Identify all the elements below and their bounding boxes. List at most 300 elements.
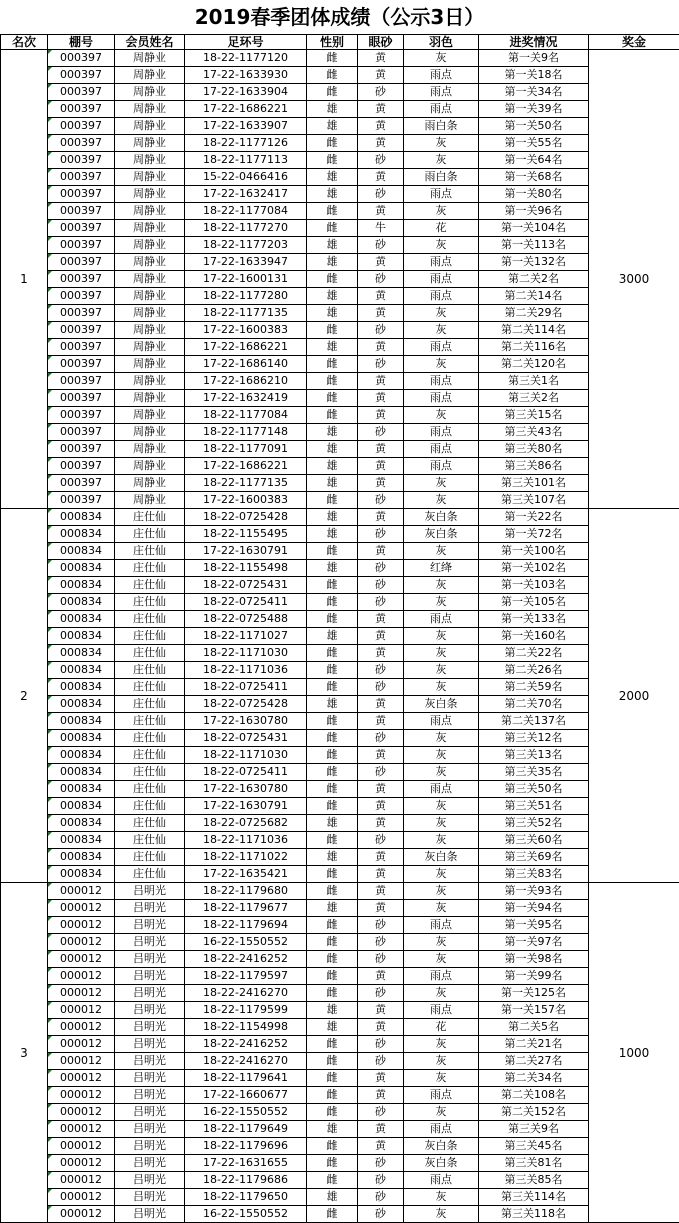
sex-cell: 雌 (307, 203, 358, 220)
member-name-cell: 庄仕仙 (115, 832, 185, 849)
sex-cell: 雄 (307, 169, 358, 186)
table-row (1, 186, 679, 203)
feather-color-cell: 灰 (404, 1206, 479, 1223)
feather-color-cell: 雨点 (404, 288, 479, 305)
award-status-cell: 第一关96名 (479, 203, 589, 220)
ring-number-cell: 16-22-1550552 (185, 1206, 307, 1223)
ring-number-cell: 18-22-1177203 (185, 237, 307, 254)
award-status-cell: 第二关70名 (479, 696, 589, 713)
member-name-cell: 吕明光 (115, 1002, 185, 1019)
ring-number-cell: 18-22-1154998 (185, 1019, 307, 1036)
sex-cell: 雌 (307, 152, 358, 169)
feather-color-cell: 雨点 (404, 67, 479, 84)
loft-number-cell: 000012 (48, 1053, 115, 1070)
award-status-cell: 第二关116名 (479, 339, 589, 356)
table-row (1, 917, 679, 934)
feather-color-cell: 灰 (404, 1070, 479, 1087)
member-name-cell: 周静业 (115, 373, 185, 390)
member-name-cell: 庄仕仙 (115, 560, 185, 577)
table-row (1, 458, 679, 475)
feather-color-cell: 雨点 (404, 373, 479, 390)
eye-sand-cell: 砂 (358, 237, 404, 254)
feather-color-cell: 雨点 (404, 1172, 479, 1189)
sex-cell: 雌 (307, 1138, 358, 1155)
sex-cell: 雄 (307, 1121, 358, 1138)
eye-sand-cell: 砂 (358, 492, 404, 509)
feather-color-cell: 雨白条 (404, 169, 479, 186)
feather-color-cell: 灰 (404, 1189, 479, 1206)
eye-sand-cell: 砂 (358, 84, 404, 101)
table-row (1, 67, 679, 84)
loft-number-cell: 000834 (48, 798, 115, 815)
feather-color-cell: 花 (404, 1019, 479, 1036)
loft-number-cell: 000834 (48, 781, 115, 798)
member-name-cell: 庄仕仙 (115, 781, 185, 798)
award-status-cell: 第三关13名 (479, 747, 589, 764)
sex-cell: 雌 (307, 1206, 358, 1223)
ring-number-cell: 18-22-1177091 (185, 441, 307, 458)
ring-number-cell: 18-22-1177135 (185, 305, 307, 322)
table-row (1, 441, 679, 458)
member-name-cell: 吕明光 (115, 1138, 185, 1155)
table-row (1, 1002, 679, 1019)
loft-number-cell: 000834 (48, 628, 115, 645)
feather-color-cell: 灰 (404, 679, 479, 696)
table-row (1, 968, 679, 985)
sex-cell: 雄 (307, 458, 358, 475)
eye-sand-cell: 黄 (358, 373, 404, 390)
loft-number-cell: 000397 (48, 237, 115, 254)
table-row (1, 1121, 679, 1138)
ring-number-cell: 17-22-1686210 (185, 373, 307, 390)
sex-cell: 雄 (307, 254, 358, 271)
table-row (1, 305, 679, 322)
table-row (1, 509, 679, 526)
eye-sand-cell: 黄 (358, 305, 404, 322)
feather-color-cell: 花 (404, 220, 479, 237)
ring-number-cell: 17-22-1633947 (185, 254, 307, 271)
sex-cell: 雌 (307, 764, 358, 781)
award-status-cell: 第二关27名 (479, 1053, 589, 1070)
loft-number-cell: 000397 (48, 288, 115, 305)
sex-cell: 雌 (307, 356, 358, 373)
loft-number-cell: 000397 (48, 356, 115, 373)
award-status-cell: 第一关68名 (479, 169, 589, 186)
eye-sand-cell: 砂 (358, 1053, 404, 1070)
table-row (1, 1206, 679, 1223)
loft-number-cell: 000834 (48, 815, 115, 832)
award-status-cell: 第二关21名 (479, 1036, 589, 1053)
member-name-cell: 庄仕仙 (115, 611, 185, 628)
loft-number-cell: 000012 (48, 1019, 115, 1036)
award-status-cell: 第三关114名 (479, 1189, 589, 1206)
eye-sand-cell: 黄 (358, 1121, 404, 1138)
eye-sand-cell: 黄 (358, 968, 404, 985)
sex-cell: 雌 (307, 866, 358, 883)
eye-sand-cell: 砂 (358, 1172, 404, 1189)
eye-sand-cell: 砂 (358, 577, 404, 594)
eye-sand-cell: 黄 (358, 1138, 404, 1155)
feather-color-cell: 灰白条 (404, 696, 479, 713)
award-status-cell: 第二关114名 (479, 322, 589, 339)
feather-color-cell: 灰 (404, 883, 479, 900)
feather-color-cell: 灰 (404, 730, 479, 747)
feather-color-cell: 灰 (404, 985, 479, 1002)
ring-number-cell: 18-22-1179686 (185, 1172, 307, 1189)
ring-number-cell: 17-22-1635421 (185, 866, 307, 883)
member-name-cell: 庄仕仙 (115, 645, 185, 662)
sex-cell: 雄 (307, 628, 358, 645)
table-row (1, 713, 679, 730)
loft-number-cell: 000012 (48, 951, 115, 968)
ring-number-cell: 18-22-1177148 (185, 424, 307, 441)
ring-number-cell: 17-22-1630791 (185, 543, 307, 560)
sex-cell: 雌 (307, 798, 358, 815)
eye-sand-cell: 砂 (358, 1189, 404, 1206)
feather-color-cell: 灰 (404, 1053, 479, 1070)
table-row (1, 832, 679, 849)
ring-number-cell: 18-22-1171036 (185, 832, 307, 849)
award-status-cell: 第三关12名 (479, 730, 589, 747)
member-name-cell: 周静业 (115, 118, 185, 135)
header-rank: 名次 (1, 35, 48, 50)
award-status-cell: 第一关72名 (479, 526, 589, 543)
eye-sand-cell: 黄 (358, 101, 404, 118)
ring-number-cell: 18-22-0725682 (185, 815, 307, 832)
sex-cell: 雌 (307, 84, 358, 101)
loft-number-cell: 000397 (48, 135, 115, 152)
feather-color-cell: 灰白条 (404, 849, 479, 866)
sex-cell: 雄 (307, 475, 358, 492)
table-row (1, 356, 679, 373)
ring-number-cell: 17-22-1600383 (185, 322, 307, 339)
award-status-cell: 第一关94名 (479, 900, 589, 917)
ring-number-cell: 18-22-2416270 (185, 1053, 307, 1070)
feather-color-cell: 雨点 (404, 458, 479, 475)
sex-cell: 雄 (307, 424, 358, 441)
sex-cell: 雌 (307, 1172, 358, 1189)
ring-number-cell: 17-22-1631655 (185, 1155, 307, 1172)
ring-number-cell: 15-22-0466416 (185, 169, 307, 186)
member-name-cell: 周静业 (115, 50, 185, 67)
feather-color-cell: 灰 (404, 1036, 479, 1053)
award-status-cell: 第一关105名 (479, 594, 589, 611)
eye-sand-cell: 砂 (358, 1155, 404, 1172)
award-status-cell: 第二关14名 (479, 288, 589, 305)
sex-cell: 雄 (307, 560, 358, 577)
feather-color-cell: 灰 (404, 764, 479, 781)
feather-color-cell: 灰 (404, 951, 479, 968)
member-name-cell: 庄仕仙 (115, 849, 185, 866)
ring-number-cell: 18-22-0725411 (185, 764, 307, 781)
award-status-cell: 第二关2名 (479, 271, 589, 288)
award-status-cell: 第一关102名 (479, 560, 589, 577)
table-row (1, 1087, 679, 1104)
award-status-cell: 第三关107名 (479, 492, 589, 509)
loft-number-cell: 000012 (48, 1121, 115, 1138)
loft-number-cell: 000397 (48, 203, 115, 220)
loft-number-cell: 000397 (48, 458, 115, 475)
feather-color-cell: 灰 (404, 832, 479, 849)
table-row (1, 934, 679, 951)
sex-cell: 雄 (307, 815, 358, 832)
member-name-cell: 周静业 (115, 492, 185, 509)
sex-cell: 雌 (307, 271, 358, 288)
sex-cell: 雌 (307, 135, 358, 152)
ring-number-cell: 18-22-1177084 (185, 407, 307, 424)
sex-cell: 雌 (307, 1155, 358, 1172)
table-row (1, 781, 679, 798)
feather-color-cell: 灰 (404, 407, 479, 424)
award-status-cell: 第一关113名 (479, 237, 589, 254)
sex-cell: 雌 (307, 934, 358, 951)
feather-color-cell: 灰 (404, 815, 479, 832)
table-row (1, 815, 679, 832)
member-name-cell: 吕明光 (115, 883, 185, 900)
feather-color-cell: 灰 (404, 322, 479, 339)
loft-number-cell: 000834 (48, 526, 115, 543)
member-name-cell: 周静业 (115, 339, 185, 356)
sex-cell: 雌 (307, 713, 358, 730)
eye-sand-cell: 砂 (358, 832, 404, 849)
feather-color-cell: 雨点 (404, 1121, 479, 1138)
feather-color-cell: 雨点 (404, 186, 479, 203)
ring-number-cell: 18-22-2416252 (185, 951, 307, 968)
ring-number-cell: 18-22-0725431 (185, 730, 307, 747)
feather-color-cell: 红绛 (404, 560, 479, 577)
eye-sand-cell: 黄 (358, 67, 404, 84)
feather-color-cell: 雨点 (404, 781, 479, 798)
page-title: 2019春季团体成绩（公示3日） (194, 5, 485, 29)
feather-color-cell: 灰 (404, 543, 479, 560)
sex-cell: 雌 (307, 917, 358, 934)
table-row (1, 679, 679, 696)
eye-sand-cell: 黄 (358, 203, 404, 220)
sex-cell: 雄 (307, 526, 358, 543)
table-row (1, 1070, 679, 1087)
feather-color-cell: 灰 (404, 492, 479, 509)
table-row (1, 611, 679, 628)
ring-number-cell: 18-22-1171030 (185, 747, 307, 764)
eye-sand-cell: 黄 (358, 900, 404, 917)
loft-number-cell: 000397 (48, 492, 115, 509)
eye-sand-cell: 砂 (358, 1104, 404, 1121)
member-name-cell: 吕明光 (115, 934, 185, 951)
feather-color-cell: 灰 (404, 747, 479, 764)
sex-cell: 雌 (307, 781, 358, 798)
table-row (1, 1172, 679, 1189)
award-status-cell: 第三关118名 (479, 1206, 589, 1223)
loft-number-cell: 000397 (48, 322, 115, 339)
sex-cell: 雄 (307, 1019, 358, 1036)
table-row (1, 849, 679, 866)
header-row (1, 35, 679, 50)
ring-number-cell: 18-22-1155498 (185, 560, 307, 577)
ring-number-cell: 18-22-1179677 (185, 900, 307, 917)
member-name-cell: 周静业 (115, 203, 185, 220)
loft-number-cell: 000012 (48, 1087, 115, 1104)
award-status-cell: 第三关86名 (479, 458, 589, 475)
loft-number-cell: 000397 (48, 67, 115, 84)
feather-color-cell: 雨点 (404, 1002, 479, 1019)
feather-color-cell: 灰 (404, 475, 479, 492)
loft-number-cell: 000397 (48, 118, 115, 135)
eye-sand-cell: 砂 (358, 951, 404, 968)
award-status-cell: 第一关9名 (479, 50, 589, 67)
loft-number-cell: 000834 (48, 577, 115, 594)
loft-number-cell: 000012 (48, 1138, 115, 1155)
eye-sand-cell: 黄 (358, 713, 404, 730)
feather-color-cell: 雨点 (404, 101, 479, 118)
ring-number-cell: 17-22-1600383 (185, 492, 307, 509)
table-row (1, 951, 679, 968)
eye-sand-cell: 黄 (358, 611, 404, 628)
loft-number-cell: 000012 (48, 1036, 115, 1053)
member-name-cell: 庄仕仙 (115, 509, 185, 526)
table-row (1, 883, 679, 900)
eye-sand-cell: 黄 (358, 390, 404, 407)
sex-cell: 雌 (307, 594, 358, 611)
member-name-cell: 吕明光 (115, 1019, 185, 1036)
member-name-cell: 周静业 (115, 475, 185, 492)
feather-color-cell: 雨点 (404, 84, 479, 101)
feather-color-cell: 灰 (404, 645, 479, 662)
table-row (1, 1036, 679, 1053)
loft-number-cell: 000834 (48, 696, 115, 713)
header-loft-number: 棚号 (48, 35, 115, 50)
ring-number-cell: 17-22-1686221 (185, 101, 307, 118)
sex-cell: 雄 (307, 237, 358, 254)
award-status-cell: 第三关50名 (479, 781, 589, 798)
table-row (1, 662, 679, 679)
member-name-cell: 庄仕仙 (115, 764, 185, 781)
eye-sand-cell: 黄 (358, 628, 404, 645)
member-name-cell: 吕明光 (115, 951, 185, 968)
ring-number-cell: 18-22-1177126 (185, 135, 307, 152)
ring-number-cell: 17-22-1633904 (185, 84, 307, 101)
ring-number-cell: 18-22-1171030 (185, 645, 307, 662)
table-row (1, 560, 679, 577)
loft-number-cell: 000397 (48, 475, 115, 492)
sex-cell: 雄 (307, 339, 358, 356)
award-status-cell: 第一关55名 (479, 135, 589, 152)
feather-color-cell: 灰 (404, 934, 479, 951)
table-row (1, 1053, 679, 1070)
table-row (1, 492, 679, 509)
member-name-cell: 周静业 (115, 152, 185, 169)
ring-number-cell: 18-22-0725428 (185, 509, 307, 526)
loft-number-cell: 000397 (48, 441, 115, 458)
member-name-cell: 吕明光 (115, 1155, 185, 1172)
loft-number-cell: 000012 (48, 968, 115, 985)
ring-number-cell: 17-22-1686140 (185, 356, 307, 373)
award-status-cell: 第二关26名 (479, 662, 589, 679)
sex-cell: 雄 (307, 101, 358, 118)
ring-number-cell: 18-22-1179597 (185, 968, 307, 985)
sex-cell: 雌 (307, 730, 358, 747)
ring-number-cell: 18-22-0725411 (185, 594, 307, 611)
table-row (1, 747, 679, 764)
award-status-cell: 第三关80名 (479, 441, 589, 458)
feather-color-cell: 灰 (404, 798, 479, 815)
eye-sand-cell: 黄 (358, 288, 404, 305)
loft-number-cell: 000834 (48, 832, 115, 849)
loft-number-cell: 000834 (48, 509, 115, 526)
eye-sand-cell: 黄 (358, 118, 404, 135)
eye-sand-cell: 砂 (358, 271, 404, 288)
sex-cell: 雌 (307, 390, 358, 407)
member-name-cell: 周静业 (115, 441, 185, 458)
sex-cell: 雌 (307, 951, 358, 968)
member-name-cell: 庄仕仙 (115, 798, 185, 815)
table-row (1, 730, 679, 747)
eye-sand-cell: 砂 (358, 1036, 404, 1053)
ring-number-cell: 18-22-1171036 (185, 662, 307, 679)
member-name-cell: 庄仕仙 (115, 662, 185, 679)
feather-color-cell: 灰白条 (404, 1155, 479, 1172)
award-status-cell: 第三关35名 (479, 764, 589, 781)
ring-number-cell: 18-22-1171027 (185, 628, 307, 645)
award-status-cell: 第三关69名 (479, 849, 589, 866)
sex-cell: 雄 (307, 1189, 358, 1206)
member-name-cell: 周静业 (115, 169, 185, 186)
member-name-cell: 吕明光 (115, 1104, 185, 1121)
member-name-cell: 庄仕仙 (115, 543, 185, 560)
award-status-cell: 第二关152名 (479, 1104, 589, 1121)
award-status-cell: 第三关52名 (479, 815, 589, 832)
loft-number-cell: 000012 (48, 883, 115, 900)
eye-sand-cell: 黄 (358, 883, 404, 900)
loft-number-cell: 000397 (48, 101, 115, 118)
table-row (1, 594, 679, 611)
sex-cell: 雌 (307, 832, 358, 849)
award-status-cell: 第三关45名 (479, 1138, 589, 1155)
member-name-cell: 吕明光 (115, 968, 185, 985)
loft-number-cell: 000834 (48, 611, 115, 628)
member-name-cell: 周静业 (115, 390, 185, 407)
eye-sand-cell: 黄 (358, 696, 404, 713)
table-row (1, 866, 679, 883)
member-name-cell: 吕明光 (115, 1036, 185, 1053)
eye-sand-cell: 黄 (358, 458, 404, 475)
feather-color-cell: 灰 (404, 866, 479, 883)
sex-cell: 雌 (307, 1104, 358, 1121)
sex-cell: 雌 (307, 985, 358, 1002)
ring-number-cell: 17-22-1686221 (185, 339, 307, 356)
award-status-cell: 第一关34名 (479, 84, 589, 101)
table-row (1, 254, 679, 271)
eye-sand-cell: 黄 (358, 50, 404, 67)
table-row (1, 645, 679, 662)
member-name-cell: 周静业 (115, 356, 185, 373)
header-sex: 性别 (307, 35, 358, 50)
sex-cell: 雌 (307, 1053, 358, 1070)
ring-number-cell: 18-22-1179680 (185, 883, 307, 900)
loft-number-cell: 000834 (48, 866, 115, 883)
table-row (1, 152, 679, 169)
loft-number-cell: 000012 (48, 1155, 115, 1172)
table-row (1, 322, 679, 339)
eye-sand-cell: 砂 (358, 594, 404, 611)
eye-sand-cell: 黄 (358, 1019, 404, 1036)
sex-cell: 雌 (307, 1070, 358, 1087)
sex-cell: 雄 (307, 1002, 358, 1019)
award-status-cell: 第三关51名 (479, 798, 589, 815)
sex-cell: 雌 (307, 679, 358, 696)
eye-sand-cell: 黄 (358, 1002, 404, 1019)
award-status-cell: 第三关85名 (479, 1172, 589, 1189)
header-prize: 奖金 (589, 35, 679, 50)
